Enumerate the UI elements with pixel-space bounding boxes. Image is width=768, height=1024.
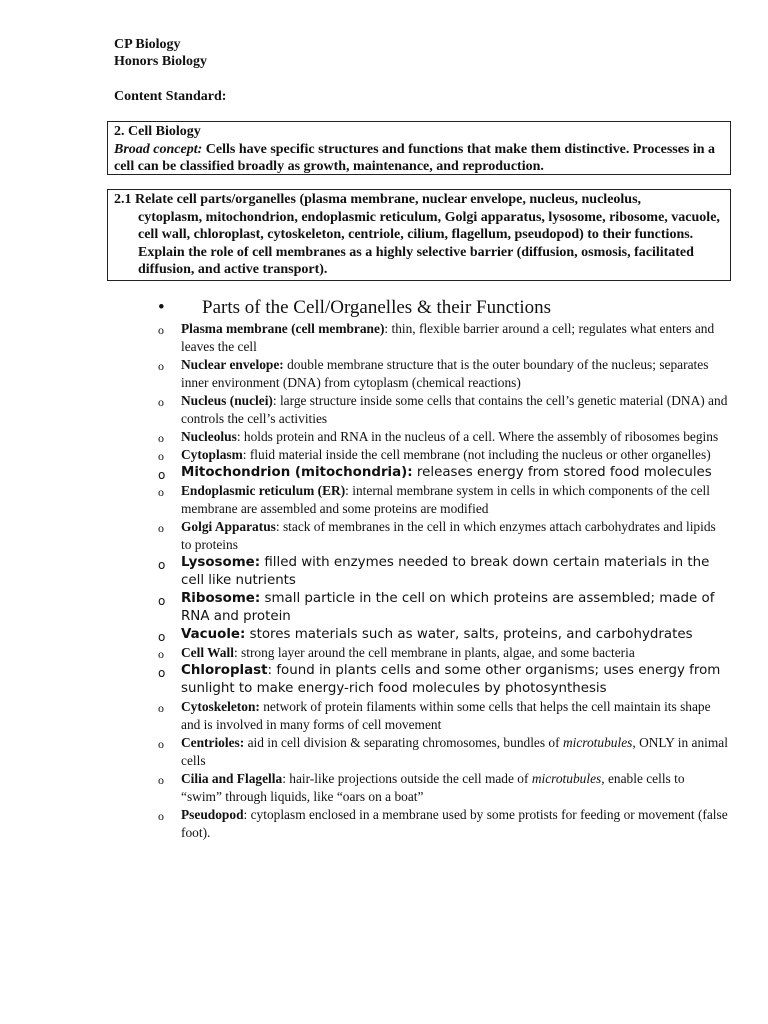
circle-bullet-icon: o — [158, 647, 164, 661]
list-item — [158, 464, 728, 482]
circle-bullet-icon: o — [158, 521, 164, 535]
organelle-description: small particle in the cell on which proteins are assembled; made of RNA and protein — [181, 591, 715, 624]
organelle-term: Vacuole: — [181, 627, 246, 642]
organelle-term: Cytoplasm — [181, 447, 243, 462]
list-item — [158, 770, 728, 806]
organelle-description: network of protein filaments within some cells that helps the cell maintain its shape and is involved in many forms of cell movement — [181, 699, 711, 732]
circle-bullet-icon: o — [158, 594, 166, 608]
cell-biology-box — [107, 121, 731, 175]
organelle-description: : strong layer around the cell membrane in plants, algae, and some bacteria — [233, 645, 635, 660]
organelle-term: Centrioles: — [181, 735, 245, 750]
list-item — [158, 734, 728, 770]
list-item — [158, 428, 728, 446]
broad-concept-label: Broad concept: — [114, 141, 203, 157]
circle-bullet-icon: o — [158, 773, 164, 787]
circle-bullet-icon: o — [158, 558, 166, 572]
organelle-description: stores materials such as water, salts, proteins, and carbohydrates — [245, 627, 693, 642]
standard-2-1-rest: cytoplasm, mitochondrion, endoplasmic reticulum, Golgi apparatus, lysosome, ribosome, vacuole, cell wall, chloroplast, cytoskeleton, centriole, cilium, flagellum, pseudopod) to their functions. Explain the role of cell membranes as a highly selective barrier (diffusion, osmosis, facilitated diffusion, and active transport). — [138, 209, 720, 277]
circle-bullet-icon: o — [158, 701, 164, 715]
circle-bullet-icon: o — [158, 468, 166, 482]
broad-concept-text: Cells have specific structures and functions that make them distinctive. Processes in a cell can be classified broadly as growth, maintenance, and reproduction. — [114, 141, 716, 174]
organelle-term: Cytoskeleton: — [181, 699, 260, 714]
organelle-description: : found in plants cells and some other organisms; uses energy from sunlight to make energy-rich food molecules by photosynthesis — [181, 663, 721, 696]
organelle-term: Cilia and Flagella — [181, 771, 283, 786]
list-item — [158, 320, 728, 356]
organelle-term: Nuclear envelope: — [181, 357, 284, 372]
list-item — [158, 698, 728, 734]
list-item — [158, 590, 728, 626]
organelle-description-cont: , ONLY in animal cells — [181, 735, 728, 768]
organelle-emphasis: microtubules — [531, 771, 602, 786]
content-standard-label: Content Standard: — [114, 89, 227, 104]
list-item — [158, 446, 728, 464]
section-title: Parts of the Cell/Organelles & their Functions — [202, 297, 551, 318]
list-item — [158, 356, 728, 392]
cell-biology-title: 2. Cell Biology — [114, 124, 201, 139]
organelle-description: : holds protein and RNA in the nucleus of a cell. Where the assembly of ribosomes begins — [236, 429, 719, 444]
list-item — [158, 482, 728, 518]
organelle-description: double membrane structure that is the outer boundary of the nucleus; separates inner environment (DNA) from cytoplasm (chemical reactions) — [181, 357, 709, 390]
list-item — [158, 554, 728, 590]
standard-2-1-box — [107, 189, 731, 281]
organelle-term: Golgi Apparatus — [181, 519, 276, 534]
list-item — [158, 662, 728, 698]
organelle-term: Nucleolus — [181, 429, 237, 444]
organelle-emphasis: microtubules — [562, 735, 633, 750]
organelle-description: filled with enzymes needed to break down certain materials in the cell like nutrients — [181, 555, 710, 588]
organelle-term: Lysosome: — [181, 555, 261, 570]
circle-bullet-icon: o — [158, 737, 164, 751]
organelle-description: aid in cell division & separating chromosomes, bundles of — [244, 735, 563, 750]
organelle-term: Cell Wall — [181, 645, 234, 660]
list-item — [158, 392, 728, 428]
organelle-term: Mitochondrion (mitochondria): — [181, 465, 413, 480]
organelle-description: : internal membrane system in cells in which components of the cell membrane are assembled and some proteins are modified — [181, 483, 710, 516]
circle-bullet-icon: o — [158, 323, 164, 337]
circle-bullet-icon: o — [158, 666, 166, 680]
organelle-term: Nucleus (nuclei) — [181, 393, 273, 408]
organelle-description: : large structure inside some cells that contains the cell’s genetic material (DNA) and controls the cell’s activities — [181, 393, 728, 426]
circle-bullet-icon: o — [158, 431, 164, 445]
list-item — [158, 626, 728, 644]
organelle-description: releases energy from stored food molecules — [412, 465, 712, 480]
broad-concept — [114, 141, 730, 176]
bullet-icon: • — [158, 297, 165, 318]
list-item — [158, 644, 728, 662]
circle-bullet-icon: o — [158, 449, 164, 463]
standard-2-1-first-line: 2.1 Relate cell parts/organelles (plasma membrane, nuclear envelope, nucleus, nucleolus, — [114, 192, 642, 207]
course-line-honors: Honors Biology — [114, 54, 207, 69]
organelle-description: : fluid material inside the cell membrane (not including the nucleus or other organelles) — [242, 447, 711, 462]
organelle-description: : thin, flexible barrier around a cell; regulates what enters and leaves the cell — [181, 321, 715, 354]
course-line-cp: CP Biology — [114, 37, 181, 52]
organelle-description: : stack of membranes in the cell in which enzymes attach carbohydrates and lipids to proteins — [181, 519, 716, 552]
organelle-term: Chloroplast — [181, 663, 268, 678]
circle-bullet-icon: o — [158, 809, 164, 823]
circle-bullet-icon: o — [158, 630, 166, 644]
organelle-term: Pseudopod — [181, 807, 244, 822]
organelle-term: Ribosome: — [181, 591, 261, 606]
organelle-description-cont: , enable cells to “swim” through liquids, like “oars on a boat” — [181, 771, 685, 804]
circle-bullet-icon: o — [158, 395, 164, 409]
organelle-description: : hair-like projections outside the cell made of — [282, 771, 532, 786]
list-item — [158, 518, 728, 554]
organelle-description: : cytoplasm enclosed in a membrane used by some protists for feeding or movement (false foot). — [181, 807, 728, 840]
organelle-list — [158, 320, 728, 842]
circle-bullet-icon: o — [158, 359, 164, 373]
organelle-term: Plasma membrane (cell membrane) — [181, 321, 385, 336]
organelle-term: Endoplasmic reticulum (ER) — [181, 483, 346, 498]
circle-bullet-icon: o — [158, 485, 164, 499]
list-item — [158, 806, 728, 842]
